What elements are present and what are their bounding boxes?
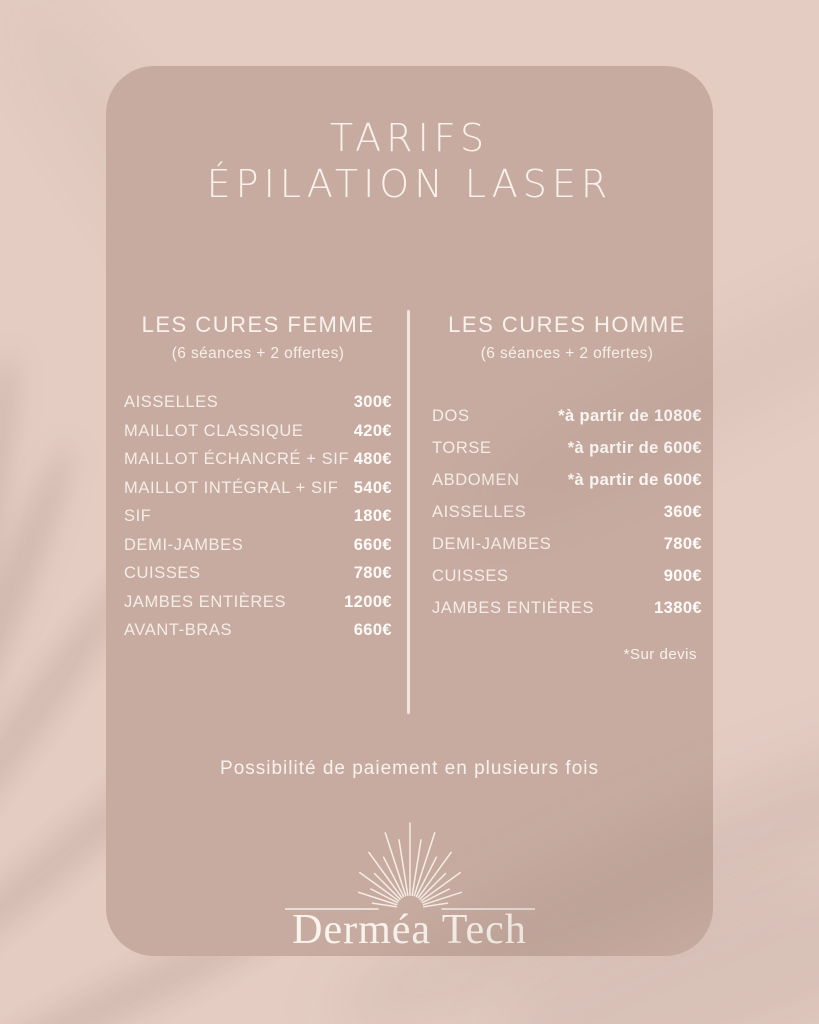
price-row [124,422,392,441]
price-row [124,621,392,640]
treatment-price: *à partir de 600€ [567,471,702,489]
treatment-price: 780€ [353,564,392,582]
femme-column [124,312,392,650]
homme-subheading: (6 séances + 2 offertes) [480,345,654,362]
treatment-price: 1200€ [344,592,392,611]
price-row [432,535,702,554]
homme-price-list [432,407,702,618]
treatment-name: MAILLOT CLASSIQUE [124,421,304,440]
treatment-price: 300€ [353,393,392,411]
treatment-price: 180€ [353,507,392,525]
price-row [432,567,702,586]
pricing-card [106,66,713,956]
treatment-price: 1380€ [654,599,702,617]
price-row [432,407,702,426]
treatment-name: SIF [124,507,152,525]
brand-logo-text: Derméa Tech [292,907,527,953]
treatment-price: 540€ [353,478,392,497]
price-row [124,507,392,526]
treatment-name: CUISSES [432,567,509,585]
sunburst-rays [358,823,461,907]
poster-title [106,116,713,207]
treatment-name: MAILLOT INTÉGRAL + SIF [124,478,339,497]
price-row [432,439,702,458]
treatment-price: 480€ [353,450,392,468]
treatment-price: 780€ [663,535,702,553]
treatment-name: MAILLOT ÉCHANCRÉ + SIF [124,450,350,468]
treatment-price: *à partir de 1080€ [558,407,702,425]
treatment-name: DEMI-JAMBES [432,535,552,553]
price-row [432,503,702,522]
price-row [124,593,392,612]
treatment-price: 660€ [353,535,392,554]
treatment-price: 660€ [353,621,392,639]
treatment-name: JAMBES ENTIÈRES [432,599,595,617]
femme-price-list [124,393,392,640]
treatment-name: CUISSES [124,564,201,582]
payment-note: Possibilité de paiement en plusieurs fois [220,758,599,779]
sunburst-icon [285,822,535,912]
poster-title-line1: TARIFS [329,116,490,160]
treatment-price: 420€ [353,421,392,440]
leaf-shadow [0,350,27,691]
price-row [124,393,392,412]
treatment-price: 360€ [663,503,702,521]
treatment-name: TORSE [432,439,492,457]
treatment-name: ABDOMEN [432,471,520,489]
price-row [124,536,392,555]
price-row [124,564,392,583]
price-row [432,599,702,618]
femme-subheading: (6 séances + 2 offertes) [171,345,345,362]
quote-note: *Sur devis [623,646,697,663]
leaf-shadow [0,437,86,802]
treatment-name: AISSELLES [432,503,527,521]
treatment-price: 900€ [663,567,702,585]
treatment-name: DEMI-JAMBES [124,535,244,554]
price-row [124,479,392,498]
treatment-name: AVANT-BRAS [124,621,233,639]
treatment-name: JAMBES ENTIÈRES [124,592,287,611]
homme-heading: LES CURES HOMME [448,312,686,337]
treatment-price: *à partir de 600€ [567,439,702,457]
poster-title-line2: ÉPILATION LASER [206,161,613,206]
homme-column [432,312,702,631]
treatment-name: AISSELLES [124,393,219,411]
column-divider [407,310,410,714]
femme-heading: LES CURES FEMME [141,312,375,337]
treatment-name: DOS [432,407,470,425]
price-row [432,471,702,490]
price-row [124,450,392,469]
